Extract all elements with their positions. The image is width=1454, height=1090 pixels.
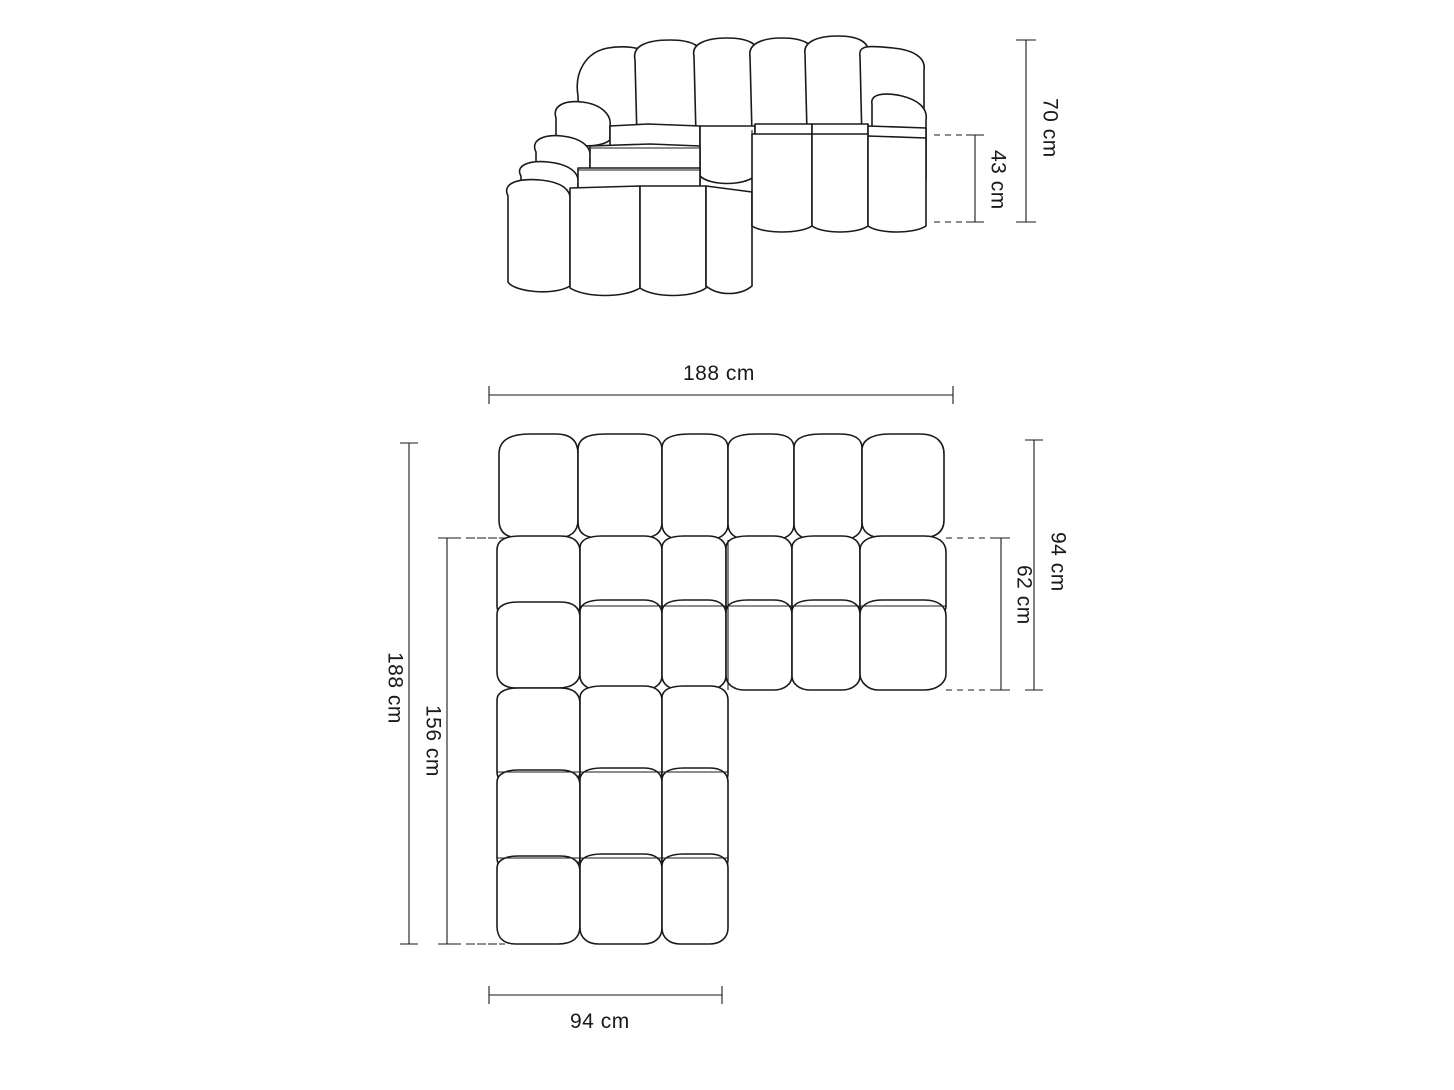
dimension-label-inner-depth: 156 cm [421, 705, 445, 777]
dimension-label-module-width: 94 cm [570, 1010, 630, 1033]
dimension-width-total [489, 362, 953, 404]
dimension-seat-height [934, 135, 1010, 222]
top-view [384, 362, 1070, 1033]
top-view-chaise-module [497, 686, 728, 944]
perspective-view [507, 36, 1062, 296]
dimension-depth-total [384, 443, 419, 944]
top-view-backrest-row [499, 434, 944, 540]
dimension-label-seat-depth: 62 cm [1012, 565, 1036, 625]
dimension-label-height-total: 70 cm [1038, 98, 1062, 158]
dimension-label-module-depth: 94 cm [1046, 532, 1070, 592]
dimension-label-seat-height: 43 cm [986, 150, 1010, 210]
top-view-leaders [465, 538, 497, 944]
top-view-seat-row-lower [497, 600, 946, 690]
dimension-label-depth-total: 188 cm [383, 652, 407, 724]
dimension-module-width [489, 986, 722, 1033]
perspective-right-seat-front [752, 134, 926, 232]
dimension-inner-depth [422, 538, 506, 944]
dimension-seat-depth [946, 538, 1036, 690]
dimension-label-width-total: 188 cm [683, 362, 755, 385]
